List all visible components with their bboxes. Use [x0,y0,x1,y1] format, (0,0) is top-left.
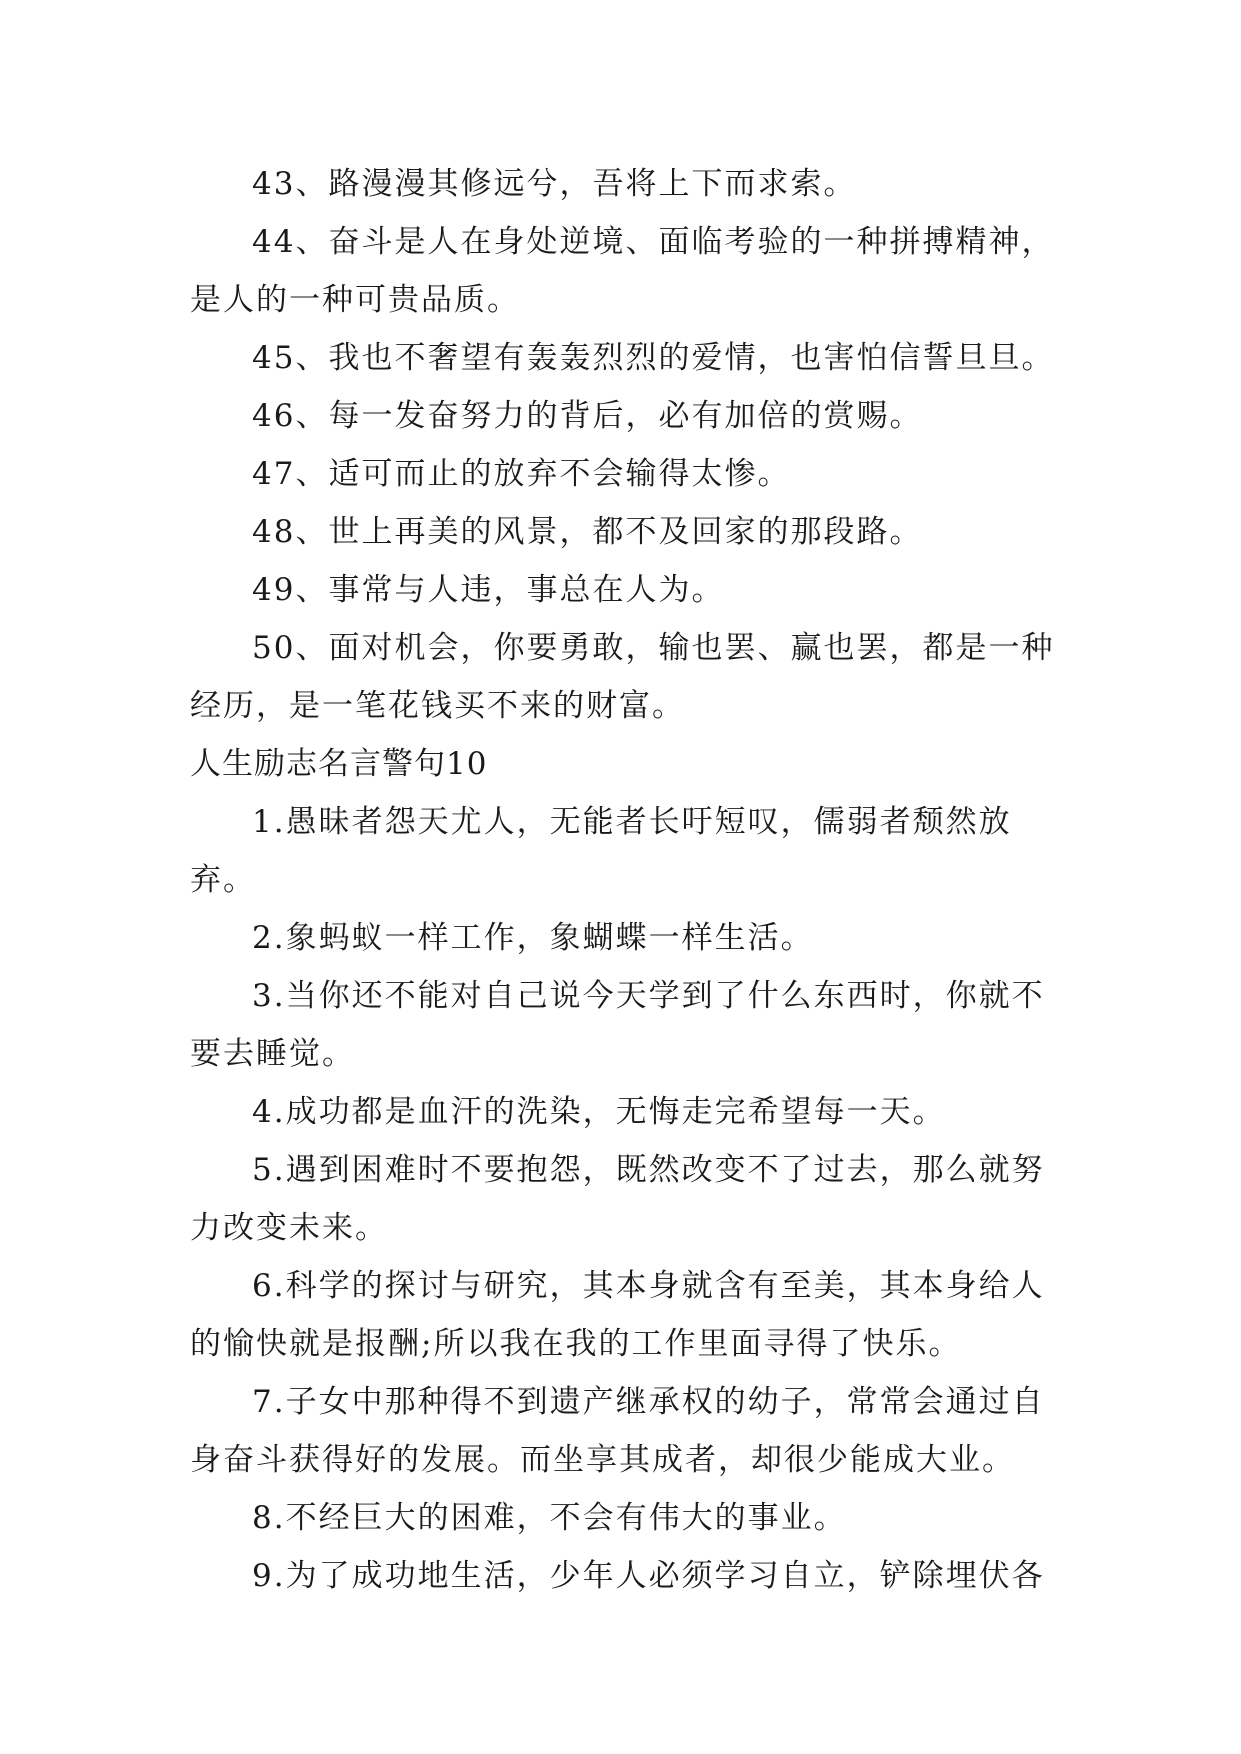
quote-paragraph: 8.不经巨大的困难，不会有伟大的事业。 [252,1500,847,1536]
quote-paragraph: 48、世上再美的风景，都不及回家的那段路。 [252,514,923,550]
document-body [190,155,1070,1605]
quote-paragraph: 4.成功都是血汗的洗染，无悔走完希望每一天。 [252,1094,946,1130]
quote-paragraph: 3.当你还不能对自己说今天学到了什么东西时，你就不要去睡觉。 [190,978,1045,1072]
quote-paragraph: 7.子女中那种得不到遗产继承权的幼子，常常会通过自身奋斗获得好的发展。而坐享其成者，却很少能成大业。 [190,1384,1045,1478]
quote-paragraph: 47、适可而止的放弃不会输得太惨。 [252,456,791,492]
quote-paragraph: 45、我也不奢望有轰轰烈烈的爱情，也害怕信誓旦旦。 [252,340,1055,376]
quote-paragraph: 2.象蚂蚁一样工作，象蝴蝶一样生活。 [252,920,814,956]
quote-paragraph: 49、事常与人违，事总在人为。 [252,572,725,608]
quote-paragraph: 43、路漫漫其修远兮，吾将上下而求索。 [252,166,857,202]
quote-paragraph: 5.遇到困难时不要抱怨，既然改变不了过去，那么就努力改变未来。 [190,1152,1045,1246]
quote-paragraph: 9.为了成功地生活，少年人必须学习自立，铲除埋伏各 [252,1558,1045,1594]
quote-paragraph: 44、奋斗是人在身处逆境、面临考验的一种拼搏精神，是人的一种可贵品质。 [190,224,1055,318]
section-heading: 人生励志名言警句10 [190,746,488,782]
quote-paragraph: 50、面对机会，你要勇敢，输也罢、赢也罢，都是一种经历，是一笔花钱买不来的财富。 [190,630,1055,724]
quote-paragraph: 1.愚昧者怨天尤人，无能者长吁短叹，儒弱者颓然放弃。 [190,804,1012,898]
quote-paragraph: 46、每一发奋努力的背后，必有加倍的赏赐。 [252,398,923,434]
quote-paragraph: 6.科学的探讨与研究，其本身就含有至美，其本身给人的愉快就是报酬;所以我在我的工作里面寻得了快乐。 [190,1268,1045,1362]
